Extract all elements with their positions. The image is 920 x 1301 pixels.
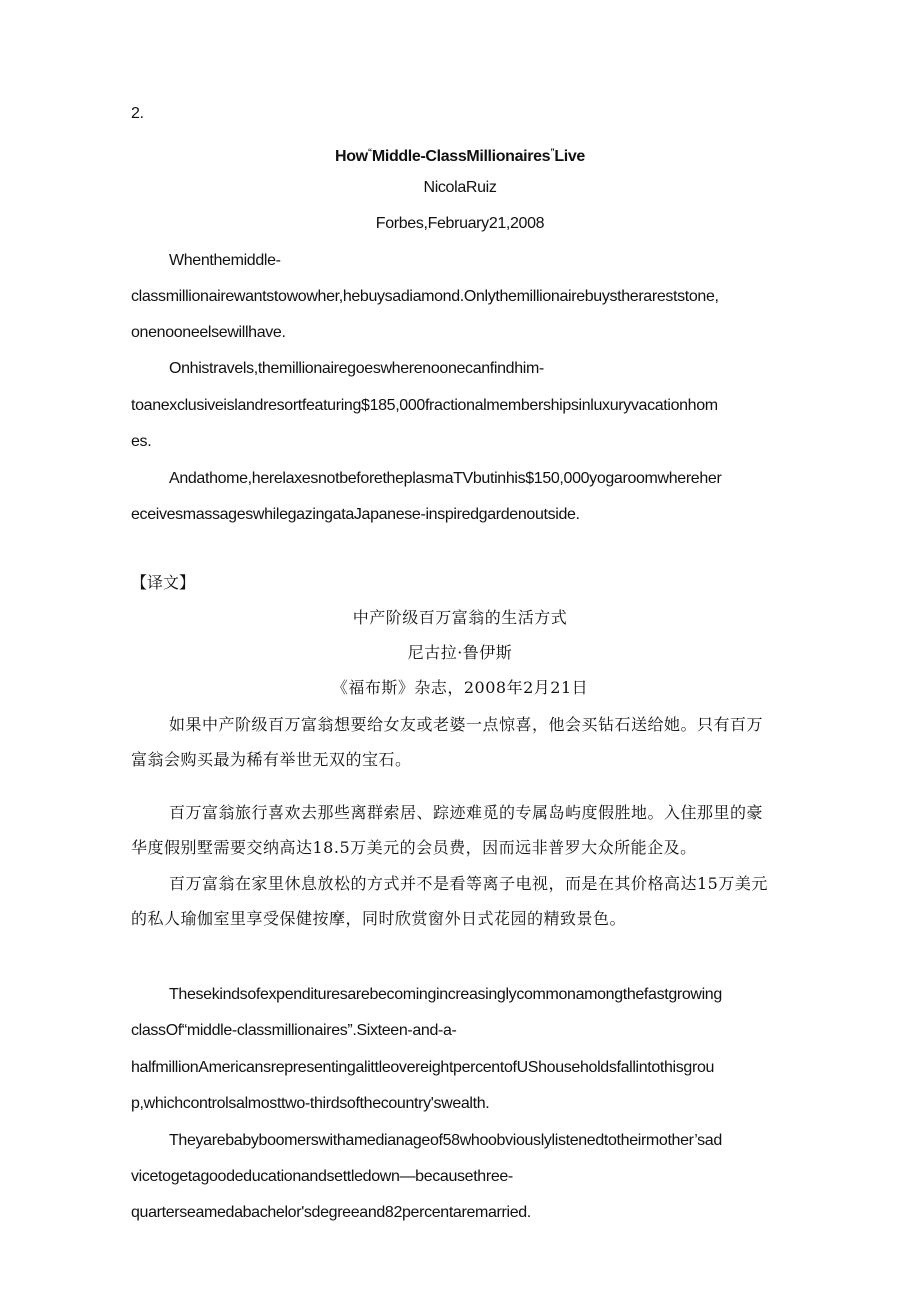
translation-title: 中产阶级百万富翁的生活方式: [352, 608, 568, 627]
paragraph-line: eceivesmassageswhilegazingataJapanese-inspiredgardenoutside.: [131, 506, 580, 523]
translation-line: 富翁会购买最为稀有举世无双的宝石。: [131, 750, 412, 769]
translation-line: 如果中产阶级百万富翁想要给女友或老婆一点惊喜，他会买钻石送给她。只有百万: [169, 715, 764, 734]
title-close-quote: ”: [550, 147, 555, 157]
translation-label: 【译文】: [131, 573, 196, 592]
paragraph-line: Andathome,herelaxesnotbeforetheplasmaTVbutinhis$150,000yogaroomwhereher: [169, 470, 722, 487]
paragraph-line: vicetogetagoodeducationandsettledown—becausethree-: [131, 1168, 513, 1185]
title-part-how: How: [335, 148, 368, 165]
translation-line: 的私人瑜伽室里享受保健按摩，同时欣赏窗外日式花园的精致景色。: [131, 909, 627, 928]
translation-author: 尼古拉·鲁伊斯: [407, 643, 513, 662]
article-author: NicolaRuiz: [423, 179, 497, 196]
translation-line: 百万富翁在家里休息放松的方式并不是看等离子电视，而是在其价格高达15万美元: [169, 874, 768, 893]
paragraph-line: Onhistravels,themillionairegoeswherenoonecanfindhim-: [169, 360, 544, 377]
translation-line: 百万富翁旅行喜欢去那些离群索居、踪迹难觅的专属岛屿度假胜地。入住那里的豪: [169, 803, 764, 822]
translation-line: 华度假别墅需要交纳高达18.5万美元的会员费，因而远非普罗大众所能企及。: [131, 838, 697, 857]
paragraph-line: halfmillionAmericansrepresentingalittleovereightpercentofUShouseholdsfallintothisgrou: [131, 1059, 715, 1076]
article-title: [0, 142, 920, 167]
paragraph-line: quarterseamedabachelor'sdegreeand82percentaremarried.: [131, 1204, 531, 1221]
title-part-main: Middle-ClassMillionaires: [371, 148, 551, 165]
translation-source: 《福布斯》杂志，2008年2月21日: [331, 678, 589, 697]
title-open-quote: “: [367, 147, 372, 157]
paragraph-line: es.: [131, 433, 152, 450]
section-number: 2.: [131, 105, 144, 122]
title-part-live: Live: [554, 148, 585, 165]
paragraph-line: Theyarebabyboomerswithamedianageof58whoobviouslylistenedtotheirmother’sad: [169, 1132, 722, 1149]
article-source: Forbes,February21,2008: [375, 215, 545, 232]
paragraph-line: toanexclusiveislandresortfeaturing$185,000fractionalmembershipsinluxuryvacationhom: [131, 397, 718, 414]
paragraph-line: p,whichcontrolsalmosttwo-thirdsofthecountry'swealth.: [131, 1095, 490, 1112]
paragraph-line: onenooneelsewillhave.: [131, 324, 286, 341]
paragraph-line: classOf“middle-classmillionaires”.Sixteen-and-a-: [131, 1022, 457, 1039]
paragraph-line: Whenthemiddle-: [169, 252, 281, 269]
paragraph-line: classmillionairewantstowowher,hebuysadiamond.Onlythemillionairebuystherareststone,: [131, 288, 719, 305]
paragraph-line: Thesekindsofexpendituresarebecomingincreasinglycommonamongthefastgrowing: [169, 986, 722, 1003]
